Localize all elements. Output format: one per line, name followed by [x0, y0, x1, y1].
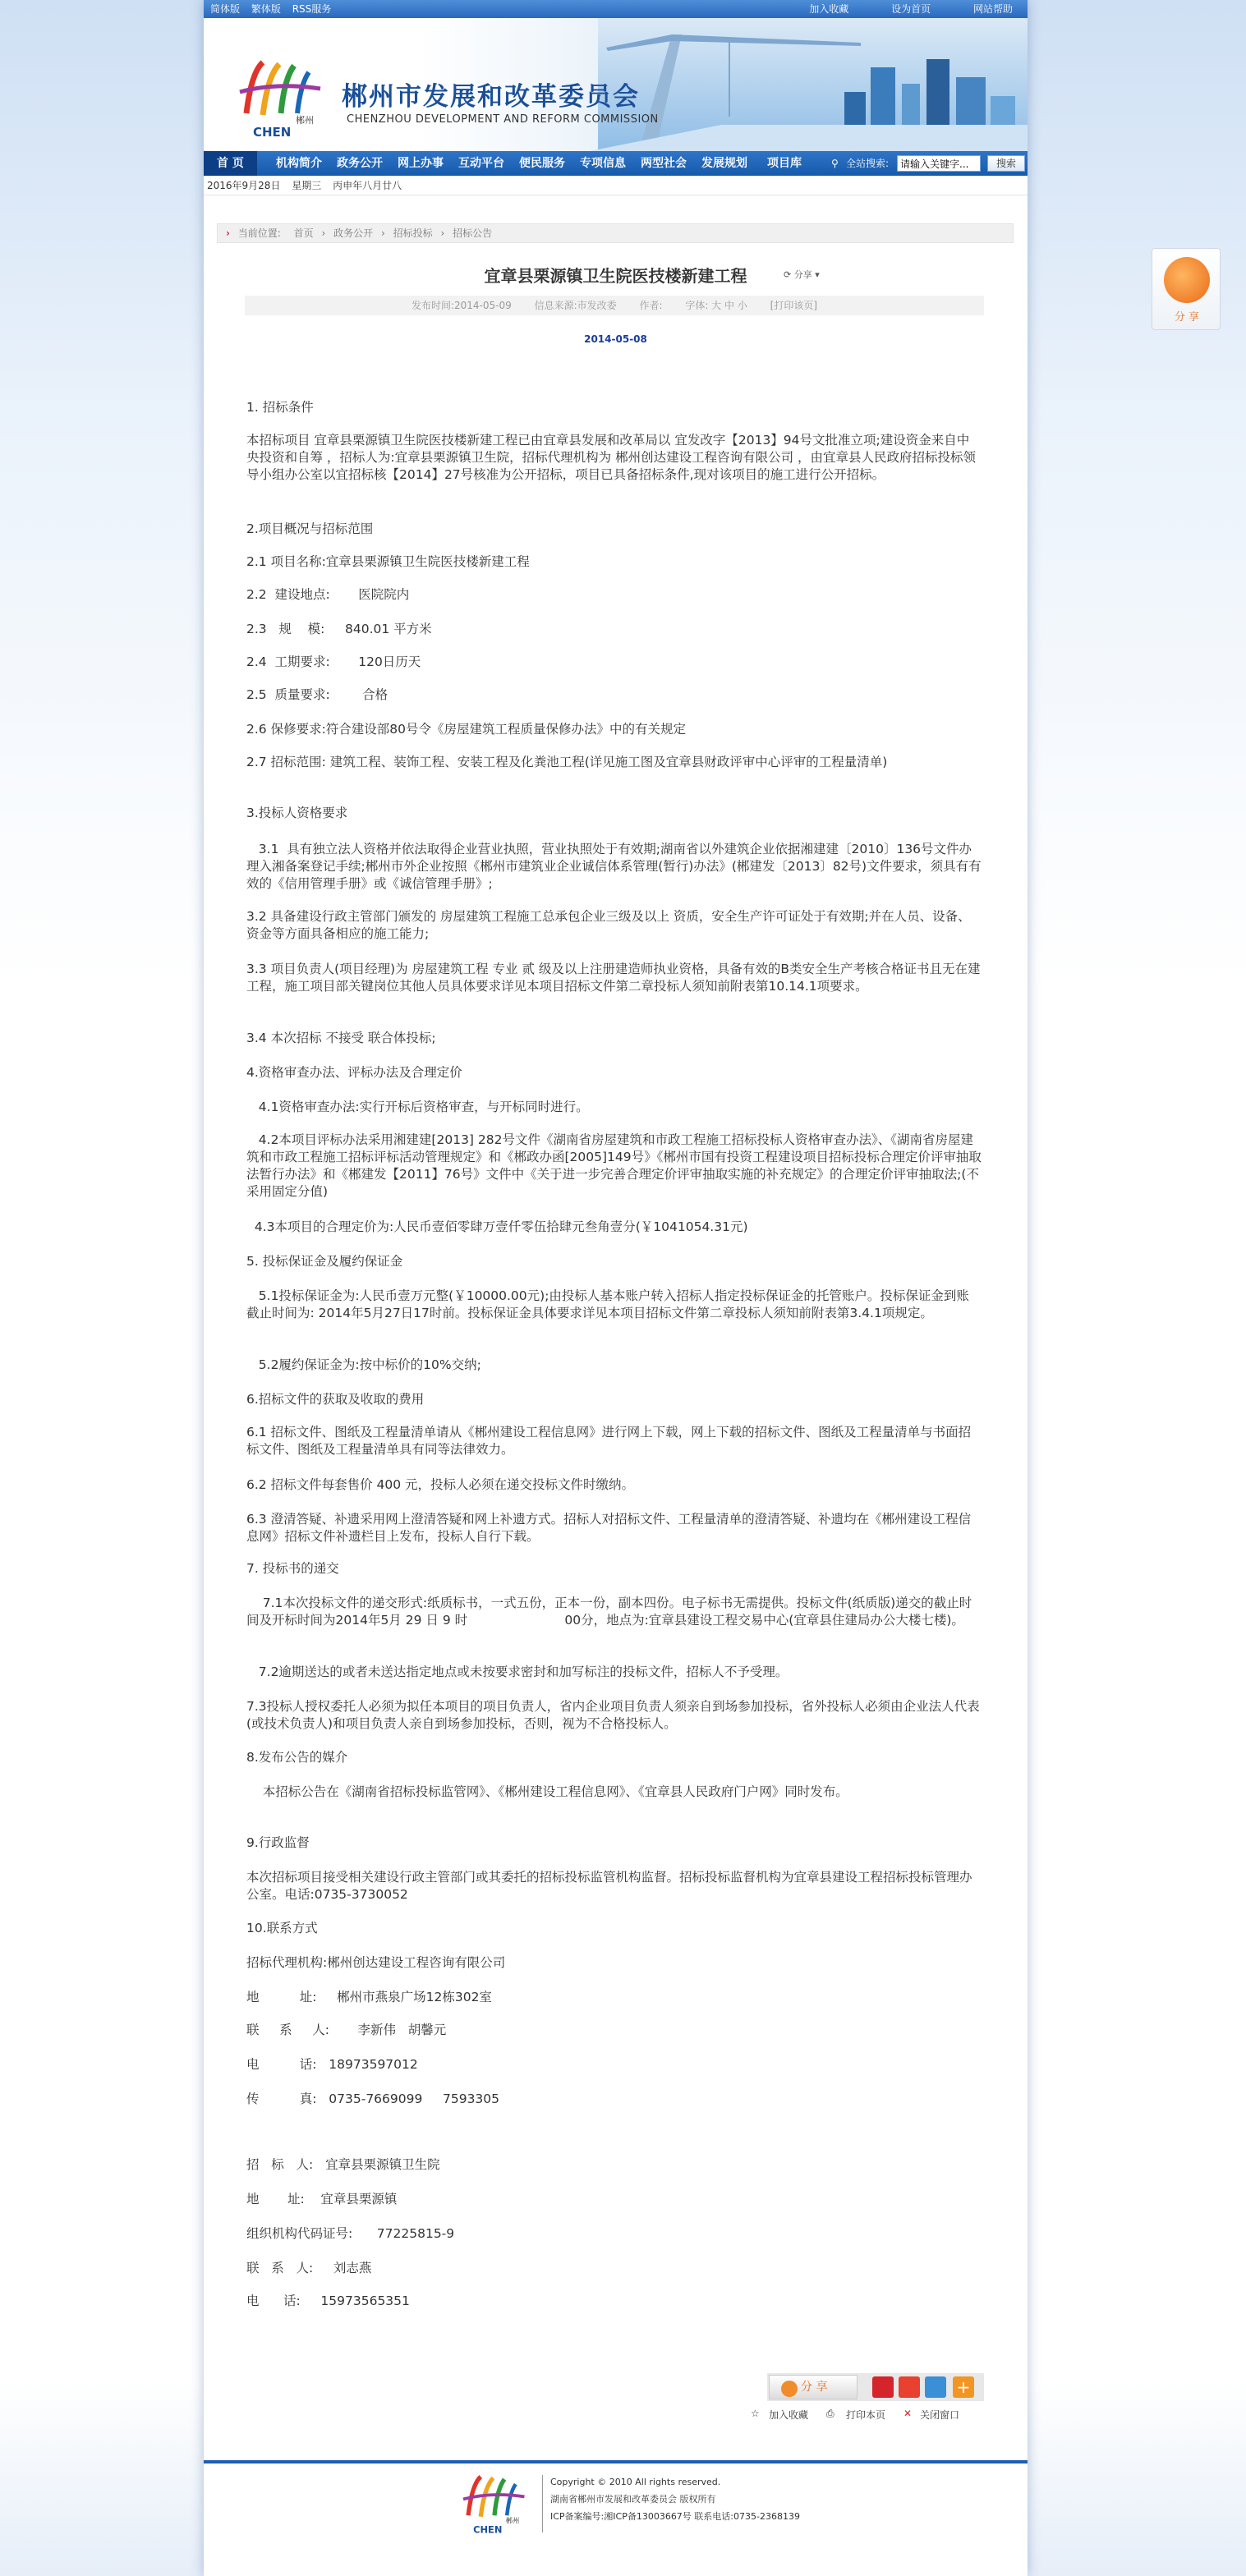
paragraph: 3.2 具备建设行政主管部门颁发的 房屋建筑工程施工总承包企业三级及以上 资质，安全生产许可证处于有效期;并在人员、设备、资金等方面具备相应的施工能力; [246, 909, 971, 941]
share-button-label: 分 享 [801, 2381, 828, 2394]
paragraph: 联 系 人: 李新伟 胡馨元 [246, 2023, 447, 2037]
simplified-link[interactable]: 简体版 [210, 3, 241, 15]
paragraph: 10.联系方式 [246, 1921, 318, 1935]
paragraph: 本招标公告在《湖南省招标投标监管网》、《郴州建设工程信息网》、《宜章县人民政府门户网》同时发布。 [246, 1784, 848, 1799]
add-favorite-link[interactable]: 加入收藏 [809, 3, 849, 15]
article-meta [245, 296, 984, 315]
paragraph: 5. 投标保证金及履约保证金 [246, 1254, 403, 1269]
nav-interaction[interactable]: 互动平台 [458, 157, 504, 170]
search-button[interactable]: 搜索 [987, 155, 1025, 172]
article-title: 宜章县栗源镇卫生院医技楼新建工程 [484, 266, 747, 286]
city-crane-illustration [590, 18, 1028, 151]
paragraph: 3.投标人资格要求 [246, 806, 348, 820]
paragraph: 地 址: 郴州市燕泉广场12栋302室 [246, 1990, 492, 2004]
paragraph: 6.2 招标文件每套售价 400 元，投标人必须在递交投标文件时缴纳。 [246, 1477, 635, 1492]
breadcrumb-arrow-icon: › [226, 227, 230, 239]
mini-share-label: 分享 [793, 269, 812, 280]
paragraph: 6.招标文件的获取及收取的费用 [246, 1392, 425, 1407]
publish-time: 发布时间:2014-05-09 [411, 300, 512, 311]
current-weekday: 星期三 [292, 180, 322, 191]
breadcrumb-label: 当前位置: [237, 227, 281, 239]
share-logo-icon [781, 2381, 798, 2397]
paragraph: 招标代理机构:郴州创达建设工程咨询有限公司 [246, 1955, 506, 1970]
nav-online-service[interactable]: 网上办事 [398, 157, 444, 170]
date-bar [204, 176, 1028, 195]
renren-share-icon[interactable] [872, 2376, 894, 2398]
mini-share-button[interactable] [784, 268, 820, 281]
paragraph: 地 址: 宜章县栗源镇 [246, 2192, 398, 2206]
paragraph: 4.资格审查办法、评标办法及合理定价 [246, 1065, 462, 1080]
paragraph: 3.3 项目负责人(项目经理)为 房屋建筑工程 专业 贰 级及以上注册建造师执业资格，具备有效的B类安全生产考核合格证书且无在建工程，施工项目部关键岗位其他人员具体要求详见本项目招标文件第二章投标人须知前附表第10.14.1项要求。 [246, 962, 981, 994]
paragraph: 电 话: 18973597012 [246, 2057, 418, 2072]
nav-about[interactable]: 机构简介 [276, 157, 322, 170]
nav-home[interactable]: 首 页 [204, 151, 257, 176]
search-label: 全站搜索: [846, 158, 890, 169]
paragraph: 7.1本次投标文件的递交形式:纸质标书，一式五份，正本一份，副本四份。电子标书无需提供。投标文件(纸质版)递交的截止时间及开标时间为2014年5月 29 日 9 时 00分，地点为:宜章县建设工程交易中心(宜章县住建局办公大楼七楼)。 [246, 1596, 972, 1628]
nav-public-service[interactable]: 便民服务 [519, 157, 565, 170]
main-nav [204, 151, 1028, 176]
paragraph: 8.发布公告的媒介 [246, 1750, 348, 1765]
add-favorite-button[interactable]: 加入收藏 [769, 2409, 809, 2421]
close-window-button[interactable]: 关闭窗口 [920, 2409, 960, 2421]
paragraph: 9.行政监督 [246, 1835, 310, 1850]
paragraph: 本招标项目 宜章县栗源镇卫生院医技楼新建工程已由宜章县发展和改革局以 宜发改字【2013】94号文批准立项;建设资金来自中央投资和自筹 ，招标人为:宜章县栗源镇卫生院，招标代理机构为 郴州创达建设工程咨询有限公司 ，由宜章县人民政府招标投标领导小组办公室以宜招标核【2014】27号核准为公开招标，项目已具备招标条件,现对该项目的施工进行公开招标。 [246, 433, 977, 482]
paragraph: 7. 投标书的递交 [246, 1561, 339, 1576]
paragraph: 本次招标项目接受相关建设行政主管部门或其委托的招标投标监管机构监督。招标投标监督机构为宜章县建设工程招标投标管理办公室。电话:0735-3730052 [246, 1870, 972, 1902]
breadcrumb-separator-icon: › [321, 227, 326, 239]
paragraph: 2.7 招标范围: 建筑工程、装饰工程、安装工程及化粪池工程(详见施工图及宜章县财政评审中心评审的工程量清单) [246, 755, 888, 769]
paragraph: 4.3本项目的合理定价为:人民币壹佰零肆万壹仟零伍拾肆元叁角壹分(￥1041054.31元) [246, 1219, 748, 1234]
breadcrumb-separator-icon: › [380, 227, 385, 239]
nav-two-type-society[interactable]: 两型社会 [641, 157, 687, 170]
paragraph: 4.2本项目评标办法采用湘建建[2013] 282号文件《湖南省房屋建筑和市政工程施工招标投标人资格审查办法》、《湖南省房屋建筑和市政工程施工招标评标活动管理规定》和《郴政办函[2005]149号》《郴州市国有投资工程建设项目招标投标合理定价评审抽取法暂行办法》和《郴建发【2011】76号》文件中《关于进一步完善合理定价评审抽取实施的补充规定》的合理定价评审抽取法;(不采用固定分值) [246, 1132, 982, 1199]
lunar-date: 丙申年八月廿八 [333, 180, 402, 191]
paragraph: 7.3投标人授权委托人必须为拟任本项目的项目负责人，省内企业项目负责人须亲自到场参加投标，省外投标人必须由企业法人代表(或技术负责人)和项目负责人亲自到场参加投标，否则，视为不合格投标人。 [246, 1699, 980, 1731]
more-share-icon[interactable]: + [953, 2376, 974, 2398]
paragraph: 5.2履约保证金为:按中标价的10%交纳; [246, 1357, 481, 1372]
share-logo-icon [1164, 257, 1210, 303]
paragraph: 组织机构代码证号: 77225815-9 [246, 2226, 455, 2241]
close-icon: ✕ [903, 2408, 913, 2419]
paragraph: 3.4 本次招标 不接受 联合体投标; [246, 1031, 436, 1045]
footer [204, 2460, 1028, 2559]
print-button[interactable]: 打印本页 [846, 2409, 886, 2421]
icp-info: ICP备案编号:湘ICP备13003667号 联系电话:0735-2368139 [550, 2511, 800, 2522]
rss-link[interactable]: RSS服务 [292, 3, 332, 15]
share-toolbar [767, 2373, 984, 2401]
page-container [204, 0, 1028, 2576]
logo-en-text: CHEN [253, 125, 292, 138]
breadcrumb-notice[interactable]: 招标公告 [453, 227, 493, 239]
top-utility-bar [204, 0, 1028, 18]
paragraph: 7.2逾期送达的或者未送达指定地点或未按要求密封和加写标注的投标文件，招标人不予受理。 [246, 1665, 789, 1679]
traditional-link[interactable]: 繁体版 [251, 3, 281, 15]
floating-share-button[interactable] [1152, 248, 1221, 330]
nav-gov-affairs[interactable]: 政务公开 [337, 157, 383, 170]
author: 作者: [639, 300, 663, 311]
paragraph: 5.1投标保证金为:人民币壹万元整(￥10000.00元);由投标人基本账户转入招标人指定投标保证金的托管账户。投标保证金到账截止时间为: 2014年5月27日17时前。投标保证金具体要求详见本项目招标文件第二章投标人须知前附表第3.4.1项规定。 [246, 1288, 969, 1320]
breadcrumb-separator-icon: › [440, 227, 445, 239]
paragraph: 1. 招标条件 [246, 400, 314, 415]
copyright: Copyright © 2010 All rights reserved. [550, 2477, 721, 2487]
footer-logo-en-text: CHEN [473, 2523, 503, 2534]
current-date: 2016年9月28日 [207, 180, 281, 191]
footer-divider [542, 2475, 543, 2532]
favorite-icon: ☆ [751, 2408, 760, 2419]
paragraph: 4.1资格审查办法:实行开标后资格审查，与开标同时进行。 [246, 1100, 589, 1114]
paragraph: 招 标 人: 宜章县栗源镇卫生院 [246, 2157, 440, 2172]
floating-share-label: 分 享 [1174, 311, 1200, 324]
paragraph: 传 真: 0735-7669099 7593305 [246, 2092, 500, 2106]
footer-logo-cn-text: 郴州 [505, 2516, 520, 2525]
footer-text [550, 2473, 800, 2525]
paragraph: 6.1 招标文件、图纸及工程量清单请从《郴州建设工程信息网》进行网上下载，网上下载的招标文件、图纸及工程量清单与书面招标文件、图纸及工程量清单具有同等法律效力。 [246, 1425, 972, 1457]
weibo-share-icon[interactable] [899, 2376, 920, 2398]
breadcrumb [217, 223, 1014, 243]
footer-logo-icon [455, 2472, 534, 2534]
info-source: 信息来源:市发改委 [534, 300, 617, 311]
chen-logo-icon [235, 56, 327, 138]
nav-special-info[interactable]: 专项信息 [580, 157, 626, 170]
paragraph: 6.3 澄清答疑、补遗采用网上澄清答疑和网上补遗方式。招标人对招标文件、工程量清单的澄清答疑、补遗均在《郴州建设工程信息网》招标文件补遗栏目上发布，投标人自行下载。 [246, 1512, 972, 1544]
paragraph: 联 系 人: 刘志燕 [246, 2261, 372, 2275]
share-button[interactable] [769, 2375, 857, 2399]
breadcrumb-home[interactable]: 首页 [293, 227, 314, 239]
set-home-link[interactable]: 设为首页 [891, 3, 931, 15]
paragraph: 2.5 质量要求: 合格 [246, 687, 389, 702]
nav-project-library[interactable]: 项目库 [767, 157, 802, 170]
font-size-switch[interactable]: 字体: 大 中 小 [685, 300, 747, 311]
share-icon: ⟳ [784, 269, 792, 280]
breadcrumb-bidding[interactable]: 招标投标 [393, 227, 433, 239]
paragraph: 2.1 项目名称:宜章县栗源镇卫生院医技楼新建工程 [246, 554, 530, 569]
help-link[interactable]: 网站帮助 [972, 3, 1013, 15]
owner: 湖南省郴州市发展和改革委员会 版权所有 [550, 2494, 716, 2505]
site-subtitle: CHENZHOU DEVELOPMENT AND REFORM COMMISSION [347, 113, 659, 126]
article-date: 2014-05-08 [584, 333, 647, 345]
paragraph: 2.项目概况与招标范围 [246, 521, 374, 536]
qzone-share-icon[interactable] [925, 2376, 946, 2398]
search-input[interactable] [897, 155, 981, 172]
print-link[interactable]: [打印该页] [770, 300, 818, 311]
paragraph: 电 话: 15973565351 [246, 2294, 410, 2308]
paragraph: 2.6 保修要求:符合建设部80号令《房屋建筑工程质量保修办法》中的有关规定 [246, 722, 687, 737]
paragraph: 2.3 规 模: 840.01 平方米 [246, 622, 432, 636]
paragraph: 2.2 建设地点: 医院院内 [246, 587, 410, 602]
search-icon: ⚲ [831, 158, 839, 169]
printer-icon: ⎙ [826, 2408, 834, 2419]
breadcrumb-gov[interactable]: 政务公开 [333, 227, 374, 239]
paragraph: 3.1 具有独立法人资格并依法取得企业营业执照，营业执照处于有效期;湖南省以外建筑企业依据湘建建〔2010〕136号文件办理入湘备案登记手续;郴州市外企业按照《郴州市建筑业企业诚信体系管理(暂行)办法》(郴建发〔2013〕82号)文件要求，须具有有效的《信用管理手册》或《诚信管理手册》; [246, 842, 982, 891]
paragraph: 2.4 工期要求: 120日历天 [246, 654, 421, 669]
chevron-down-icon: ▾ [815, 269, 820, 280]
nav-planning[interactable]: 发展规划 [701, 157, 747, 170]
header-banner [204, 18, 1028, 151]
site-title: 郴州市发展和改革委员会 [342, 82, 640, 112]
logo-cn-text: 郴州 [296, 115, 314, 126]
